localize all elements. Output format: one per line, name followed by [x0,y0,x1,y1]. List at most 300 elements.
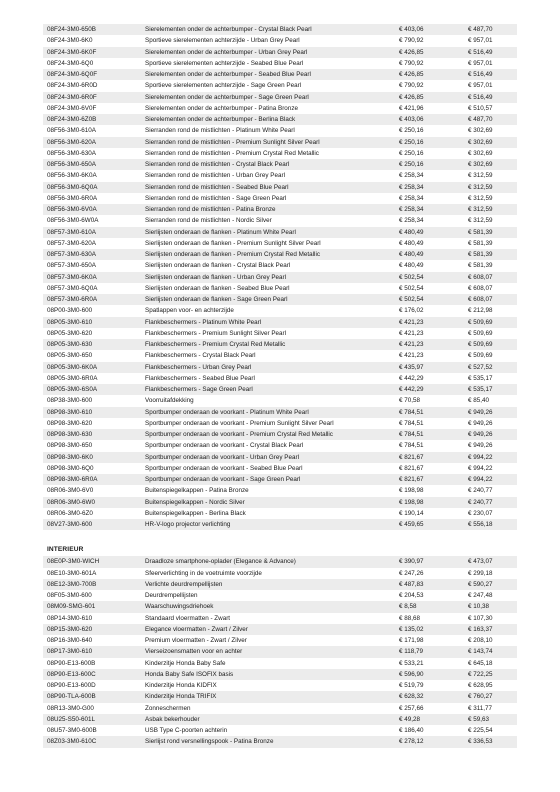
price-incl: € 957,01 [468,59,493,67]
part-number: 08P05-3M0-6S0A [47,386,98,393]
table-row [43,691,517,702]
table-row [43,452,517,463]
price-excl: € 442,29 [399,386,424,393]
price-excl: € 790,92 [399,37,424,45]
price-excl: € 49,28 [399,715,421,723]
description: Flankbeschermers - Premium Sunlight Silver Pearl [145,329,287,337]
description: Sierranden rond de mistlichten - Premium Crystal Red Metallic [145,149,319,157]
description: Sierlijsten onderaan de flanken - Seabed Blue Pearl [145,284,290,292]
price-excl: € 176,02 [399,307,424,315]
price-incl: € 312,59 [468,206,493,213]
price-incl: € 516,49 [468,48,493,56]
description: Flankbeschermers - Platinum White Pearl [145,318,262,326]
price-excl: € 421,23 [399,318,424,326]
price-incl: € 336,53 [468,738,493,746]
price-excl: € 480,49 [399,228,424,236]
price-excl: € 135,02 [399,625,424,633]
part-number: 08P90-E13-600C [47,670,96,678]
description: Draadloze smartphone-oplader (Elegance & Advance) [145,558,296,566]
price-excl: € 88,68 [399,614,421,622]
table-row [43,227,517,238]
description: Sportieve sierelementen achterzijde - Seabed Blue Pearl [145,59,304,67]
price-excl: € 204,53 [399,592,424,599]
table-row [43,407,517,418]
description: Standaard vloermatten - Zwart [145,614,231,622]
description: Sierelementen onder de achterbumper - Crystal Black Pearl [145,26,312,33]
part-number: 08F24-3M0-6Z0B [47,116,97,123]
price-incl: € 312,59 [468,194,493,202]
table-row [43,680,517,691]
description: Waarschuwingsdriehoek [145,603,214,611]
description: Sportbumper onderaan de voorkant - Premium Sunlight Silver Pearl [145,419,334,427]
part-number: 08F24-3M0-6K0F [47,48,97,56]
table-row [43,635,517,646]
price-incl: € 225,54 [468,727,493,734]
part-number: 08F56-3M0-630A [47,149,97,157]
price-incl: € 581,39 [468,228,493,236]
price-incl: € 487,70 [468,26,493,33]
part-number: 08F56-3M0-6Q0A [47,183,98,191]
description: Sierlijsten onderaan de flanken - Urban Grey Pearl [145,273,287,281]
part-number: 08R06-3M0-6V0 [47,487,94,495]
part-number: 08F56-3M0-6W0A [47,217,99,225]
price-incl: € 212,98 [468,307,493,315]
description: Sportbumper onderaan de voorkant - Platinum White Pearl [145,408,309,416]
price-incl: € 302,69 [468,161,493,168]
price-excl: € 435,97 [399,363,424,371]
part-number: 08F57-3M0-650A [47,262,97,270]
table-row [43,170,517,181]
price-incl: € 994,22 [468,464,493,472]
price-excl: € 519,79 [399,682,424,689]
price-excl: € 258,34 [399,217,424,225]
price-incl: € 527,52 [468,363,493,371]
description: Sportbumper onderaan de voorkant - Crystal Black Pearl [145,442,304,450]
part-number: 08F56-3M0-610A [47,127,97,135]
price-excl: € 784,51 [399,442,424,450]
part-number: 08E12-3M0-700B [47,580,97,588]
description: Sportbumper onderaan de voorkant - Urban Grey Pearl [145,453,300,461]
price-incl: € 312,59 [468,172,493,180]
part-number: 08P00-3M0-600 [47,307,93,315]
price-excl: € 257,66 [399,704,424,712]
price-excl: € 790,92 [399,82,424,90]
price-incl: € 581,39 [468,239,493,247]
part-number: 08F24-3M0-6K0 [47,37,93,45]
table-row [43,103,517,114]
description: Buitenspiegelkappen - Patina Bronze [145,487,249,495]
table-row [43,463,517,474]
price-excl: € 821,67 [399,453,424,461]
price-incl: € 247,48 [468,592,493,599]
part-number: 08P17-3M0-610 [47,648,93,656]
part-number: 08V27-3M0-600 [47,521,93,528]
table-row [43,418,517,429]
description: Sierranden rond de mistlichten - Sage Green Pearl [145,194,287,202]
table-row [43,58,517,69]
part-number: 08P90-E13-600B [47,659,96,667]
table-row [43,601,517,612]
price-incl: € 311,77 [468,704,493,712]
description: Sierranden rond de mistlichten - Platinum White Pearl [145,127,295,135]
description: Buitenspiegelkappen - Nordic Silver [145,498,245,506]
price-excl: € 421,96 [399,104,424,112]
table-row [43,508,517,519]
price-incl: € 473,07 [468,558,493,566]
price-excl: € 533,21 [399,659,424,667]
price-incl: € 302,69 [468,127,493,135]
table-row [43,556,517,567]
table-row [43,714,517,725]
price-excl: € 480,49 [399,262,424,270]
section-title-interieur: INTERIEUR [47,546,84,554]
price-incl: € 760,27 [468,693,493,701]
description: Sierranden rond de mistlichten - Crystal Black Pearl [145,161,290,168]
table-row [43,193,517,204]
price-excl: € 250,16 [399,149,424,157]
part-number: 08R13-3M0-G00 [47,704,94,712]
price-incl: € 240,77 [468,498,493,506]
price-incl: € 230,07 [468,509,493,517]
table-row [43,204,517,215]
description: Sierranden rond de mistlichten - Seabed Blue Pearl [145,183,289,191]
part-number: 08Z03-3M0-610C [47,738,97,746]
price-incl: € 949,26 [468,408,493,416]
part-number: 08F24-3M0-6R0D [47,82,98,90]
price-incl: € 299,18 [468,569,493,577]
table-row [43,519,517,530]
price-excl: € 198,98 [399,487,424,495]
part-number: 08F56-3M0-6K0A [47,172,97,180]
table-row [43,69,517,80]
price-excl: € 480,49 [399,239,424,247]
description: Sfeerverlichting in de voetruimte voorzijde [145,569,262,577]
table-row [43,362,517,373]
price-excl: € 821,67 [399,476,424,483]
description: Kinderzitje Honda TRIFIX [145,693,217,701]
price-incl: € 510,57 [468,104,493,112]
price-excl: € 390,97 [399,558,424,566]
price-incl: € 208,10 [468,637,493,644]
description: Flankbeschermers - Seabed Blue Pearl [145,374,255,382]
price-incl: € 143,74 [468,648,493,656]
table-row [43,317,517,328]
description: Asbak bekerhouder [145,715,200,723]
part-number: 08P05-3M0-6R0A [47,374,98,382]
price-excl: € 502,54 [399,284,424,292]
price-incl: € 59,63 [468,715,490,723]
part-number: 08F57-3M0-6R0A [47,296,98,303]
price-excl: € 426,85 [399,71,424,78]
description: Sierranden rond de mistlichten - Nordic Silver [145,217,272,225]
price-incl: € 949,26 [468,442,493,450]
price-incl: € 556,18 [468,521,493,528]
table-row [43,373,517,384]
table-row [43,272,517,283]
description: HR-V-logo projector verlichting [145,521,231,528]
part-number: 08P05-3M0-630 [47,341,93,348]
price-excl: € 250,16 [399,138,424,146]
price-incl: € 535,17 [468,386,493,393]
table-row [43,24,517,35]
table-row [43,294,517,305]
table-row [43,125,517,136]
description: Flankbeschermers - Crystal Black Pearl [145,352,256,360]
part-number: 08R06-3M0-6W0 [47,498,95,506]
description: Sportieve sierelementen achterzijde - Sage Green Pearl [145,82,302,90]
table-row [43,137,517,148]
part-number: 08U25-S50-601L [47,715,95,723]
description: Sierelementen onder de achterbumper - Berlina Black [145,116,296,123]
price-excl: € 8,58 [399,603,417,611]
part-number: 08F24-3M0-6V0F [47,104,97,112]
description: Flankbeschermers - Sage Green Pearl [145,386,253,393]
table-row [43,182,517,193]
price-excl: € 487,83 [399,580,424,588]
part-number: 08P98-3M0-6R0A [47,476,98,483]
price-excl: € 258,34 [399,183,424,191]
description: Zonneschermen [145,704,191,712]
part-number: 08P90-E13-600D [47,682,96,689]
price-incl: € 957,01 [468,82,493,90]
part-number: 08F57-3M0-610A [47,228,97,236]
description: Honda Baby Safe ISOFIX basis [145,670,234,678]
price-excl: € 459,65 [399,521,424,528]
part-number: 08P98-3M0-630 [47,431,93,438]
price-excl: € 186,40 [399,727,424,734]
description: Sportbumper onderaan de voorkant - Sage Green Pearl [145,476,301,483]
description: Flankbeschermers - Urban Grey Pearl [145,363,252,371]
table-row [43,328,517,339]
table-row [43,590,517,601]
table-row [43,474,517,485]
price-incl: € 85,40 [468,397,490,405]
price-excl: € 784,51 [399,419,424,427]
price-incl: € 10,38 [468,603,490,611]
price-incl: € 487,70 [468,116,493,123]
part-number: 08F57-3M0-620A [47,239,97,247]
price-incl: € 509,69 [468,341,493,348]
price-excl: € 821,67 [399,464,424,472]
price-incl: € 509,69 [468,318,493,326]
part-number: 08F05-3M0-600 [47,592,92,599]
description: Sierelementen onder de achterbumper - Patina Bronze [145,104,298,112]
price-incl: € 608,07 [468,284,493,292]
price-incl: € 581,39 [468,251,493,258]
price-excl: € 171,98 [399,637,424,644]
price-incl: € 312,59 [468,183,493,191]
price-incl: € 949,26 [468,419,493,427]
part-number: 08F24-3M0-6Q0 [47,59,94,67]
price-incl: € 628,95 [468,682,493,689]
part-number: 08P98-3M0-610 [47,408,93,416]
table-row [43,429,517,440]
part-number: 08P14-3M0-610 [47,614,93,622]
price-incl: € 509,69 [468,352,493,360]
description: Sierlijst rond versnellingspook - Patina Bronze [145,738,274,746]
price-excl: € 250,16 [399,161,424,168]
description: Sierranden rond de mistlichten - Premium Sunlight Silver Pearl [145,138,320,146]
price-excl: € 258,34 [399,194,424,202]
price-incl: € 163,37 [468,625,493,633]
price-excl: € 784,51 [399,408,424,416]
description: Sierlijsten onderaan de flanken - Premium Crystal Red Metallic [145,251,320,258]
price-excl: € 258,34 [399,206,424,213]
price-incl: € 302,69 [468,138,493,146]
price-list [43,24,517,748]
price-excl: € 247,26 [399,569,424,577]
part-number: 08P05-3M0-620 [47,329,93,337]
table-row [43,395,517,406]
table-row [43,339,517,350]
part-number: 08P15-3M0-620 [47,625,93,633]
description: Premium vloermatten - Zwart / Zilver [145,637,247,644]
table-row [43,114,517,125]
part-number: 08P16-3M0-640 [47,637,93,644]
price-excl: € 198,98 [399,498,424,506]
price-excl: € 278,12 [399,738,424,746]
price-incl: € 590,27 [468,580,493,588]
table-row [43,350,517,361]
table-row [43,613,517,624]
price-incl: € 645,18 [468,659,493,667]
price-excl: € 426,85 [399,93,424,101]
table-row [43,646,517,657]
price-incl: € 994,22 [468,476,493,483]
description: Sierelementen onder de achterbumper - Sage Green Pearl [145,93,309,101]
price-excl: € 421,23 [399,329,424,337]
table-row [43,92,517,103]
table-row [43,249,517,260]
price-incl: € 949,26 [468,431,493,438]
table-row [43,703,517,714]
description: Buitenspiegelkappen - Berlina Black [145,509,246,517]
price-excl: € 421,23 [399,352,424,360]
price-excl: € 403,06 [399,26,424,33]
part-number: 08E10-3M0-601A [47,569,97,577]
table-row [43,80,517,91]
part-number: 08F57-3M0-6Q0A [47,284,98,292]
section-spacer [43,530,517,544]
table-row [43,305,517,316]
description: Spatlappen voor- en achterzijde [145,307,234,315]
table-row [43,568,517,579]
part-number: 08F57-3M0-630A [47,251,97,258]
price-incl: € 722,25 [468,670,493,678]
description: Kinderzitje Honda Baby Safe [145,659,226,667]
price-excl: € 421,23 [399,341,424,348]
price-excl: € 118,79 [399,648,424,656]
table-row [43,148,517,159]
price-excl: € 480,49 [399,251,424,258]
price-excl: € 502,54 [399,296,424,303]
part-number: 08M09-SMG-601 [47,603,96,611]
table-row [43,238,517,249]
description: Sierlijsten onderaan de flanken - Platinum White Pearl [145,228,296,236]
description: Kinderzitje Honda KIDFIX [145,682,217,689]
table-row [43,579,517,590]
description: Sportieve sierelementen achterzijde - Urban Grey Pearl [145,37,300,45]
part-number: 08F56-3M0-6R0A [47,194,98,202]
part-number: 08P98-3M0-6Q0 [47,464,94,472]
price-excl: € 502,54 [399,273,424,281]
table-row [43,624,517,635]
price-excl: € 628,32 [399,693,424,701]
table-row [43,283,517,294]
part-number: 08E0P-3M0-WICH [47,558,100,566]
part-number: 08U57-3M0-600B [47,727,97,734]
price-incl: € 509,69 [468,329,493,337]
part-number: 08P98-3M0-650 [47,442,93,450]
part-number: 08P05-3M0-650 [47,352,93,360]
description: Sportbumper onderaan de voorkant - Seabed Blue Pearl [145,464,303,472]
description: Sierranden rond de mistlichten - Patina Bronze [145,206,276,213]
table-row [43,384,517,395]
description: Sierlijsten onderaan de flanken - Crystal Black Pearl [145,262,291,270]
price-incl: € 516,49 [468,71,493,78]
price-excl: € 596,90 [399,670,424,678]
price-incl: € 516,49 [468,93,493,101]
description: Sierelementen onder de achterbumper - Urban Grey Pearl [145,48,308,56]
price-incl: € 608,07 [468,296,493,303]
price-incl: € 994,22 [468,453,493,461]
price-excl: € 784,51 [399,431,424,438]
price-incl: € 581,39 [468,262,493,270]
description: Sierlijsten onderaan de flanken - Premium Sunlight Silver Pearl [145,239,321,247]
table-row [43,440,517,451]
description: Vierseizoensmatten voor en achter [145,648,243,656]
description: Flankbeschermers - Premium Crystal Red Metallic [145,341,286,348]
price-excl: € 70,58 [399,397,421,405]
description: USB Type C-poorten achterin [145,727,228,734]
price-incl: € 312,59 [468,217,493,225]
table-row [43,159,517,170]
price-excl: € 403,06 [399,116,424,123]
part-number: 08F57-3M0-6K0A [47,273,97,281]
price-incl: € 107,30 [468,614,493,622]
table-row [43,35,517,46]
price-incl: € 535,17 [468,374,493,382]
description: Voorruitafdekking [145,397,194,405]
part-number: 08F24-3M0-650B [47,26,97,33]
price-excl: € 190,14 [399,509,424,517]
price-incl: € 957,01 [468,37,493,45]
table-row [43,485,517,496]
part-number: 08F56-3M0-620A [47,138,97,146]
description: Sierlijsten onderaan de flanken - Sage Green Pearl [145,296,288,303]
table-row [43,497,517,508]
price-excl: € 426,85 [399,48,424,56]
table-row [43,669,517,680]
part-number: 08F24-3M0-6R0F [47,93,97,101]
price-incl: € 608,07 [468,273,493,281]
part-number: 08P98-3M0-6K0 [47,453,93,461]
price-incl: € 302,69 [468,149,493,157]
description: Elegance vloermatten - Zwart / Zilver [145,625,248,633]
price-excl: € 258,34 [399,172,424,180]
description: Sierelementen onder de achterbumper - Seabed Blue Pearl [145,71,311,78]
table-row [43,47,517,58]
description: Deurdrempellijsten [145,592,198,599]
table-row [43,215,517,226]
price-incl: € 240,77 [468,487,493,495]
table-row [43,658,517,669]
part-number: 08P05-3M0-610 [47,318,93,326]
part-number: 08P98-3M0-620 [47,419,93,427]
exterior-table [43,24,517,530]
part-number: 08P38-3M0-600 [47,397,93,405]
price-excl: € 790,92 [399,59,424,67]
